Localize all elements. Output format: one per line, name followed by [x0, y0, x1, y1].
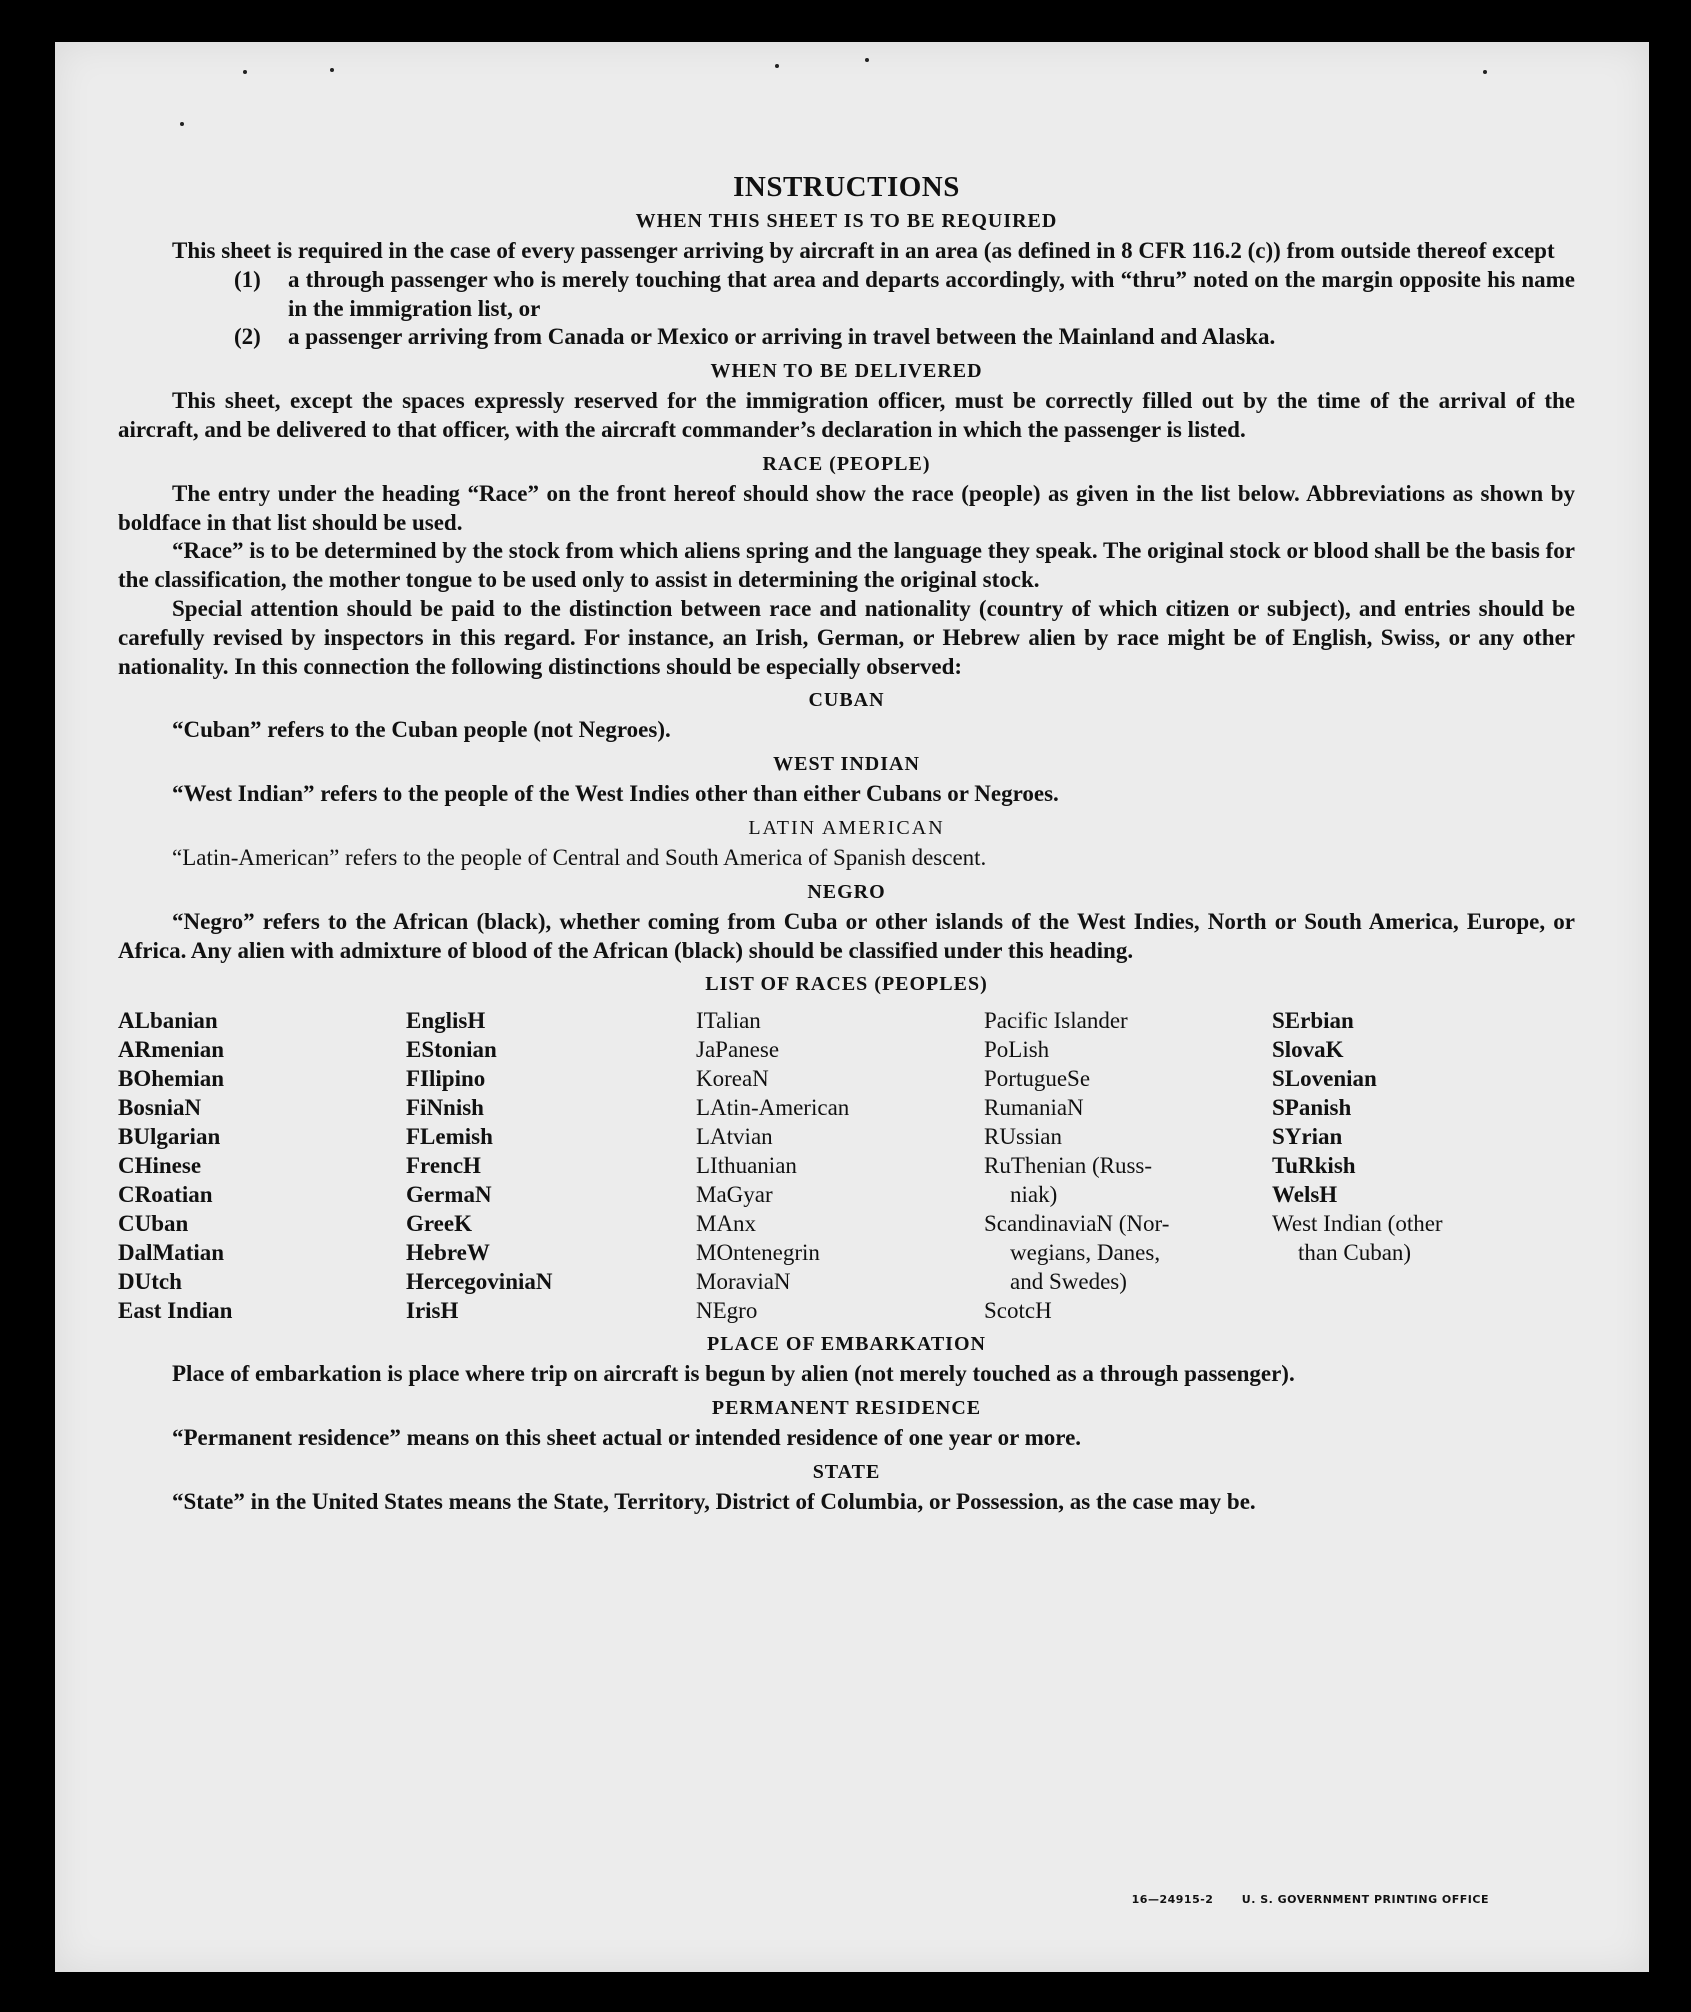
- heading-embarkation: PLACE OF EMBARKATION: [707, 1333, 986, 1356]
- race-entry: ScandinaviaN (Nor-: [984, 1211, 1170, 1237]
- race-entry: Pacific Islander: [984, 1008, 1128, 1034]
- race-entry-continuation: wegians, Danes,: [1010, 1240, 1161, 1266]
- race-entry: MOntenegrin: [696, 1240, 820, 1266]
- races-column: [1272, 1006, 1532, 1325]
- heading-state: STATE: [812, 1460, 881, 1483]
- race-entry: ALbanian: [118, 1008, 218, 1034]
- races-column: [118, 1006, 406, 1325]
- race-entry-continuation: than Cuban): [1298, 1240, 1412, 1266]
- race-entry: ARmenian: [118, 1037, 225, 1063]
- negro-text: “Negro” refers to the African (black), whether coming from Cuba or other islands of the West Indies, North or South America, Europe, or Africa. Any alien with admixture of blood of the African (black) should be classified under this heading.: [118, 908, 1575, 963]
- race-entry: ScotcH: [984, 1298, 1052, 1324]
- printer-imprint: [1108, 1893, 1489, 1906]
- race-entry: LAtin-American: [696, 1095, 850, 1121]
- speck: [1483, 70, 1487, 74]
- exception-list: [236, 266, 1575, 352]
- race-entry: HercegoviniaN: [406, 1269, 553, 1295]
- race-entry: MAnx: [696, 1211, 757, 1237]
- race-entry: CRoatian: [118, 1182, 213, 1208]
- race-entry: FIlipino: [406, 1066, 486, 1092]
- printer-name: U. S. GOVERNMENT PRINTING OFFICE: [1241, 1893, 1489, 1906]
- race-entry: CHinese: [118, 1153, 202, 1179]
- races-column: [696, 1006, 984, 1325]
- race-entry: LAtvian: [696, 1124, 773, 1150]
- heading-cuban: CUBAN: [808, 689, 885, 712]
- race-entry: BosniaN: [118, 1095, 202, 1121]
- heading-negro: NEGRO: [807, 880, 886, 903]
- race-entry: FrencH: [406, 1153, 481, 1179]
- residence-text: “Permanent residence” means on this sheet actual or intended residence of one year or more.: [172, 1425, 1082, 1451]
- race-entry: RumaniaN: [984, 1095, 1084, 1121]
- races-column: [406, 1006, 696, 1325]
- state-text: “State” in the United States means the State, Territory, District of Columbia, or Possession, as the case may be.: [172, 1488, 1256, 1514]
- race-entry: MaGyar: [696, 1182, 773, 1208]
- heading-when-required: WHEN THIS SHEET IS TO BE REQUIRED: [635, 210, 1058, 232]
- when-delivered-text: This sheet, except the spaces expressly reserved for the immigration officer, must be correctly filled out by the time of the arrival of the aircraft, and be delivered to that officer, with the aircraft commander’s declaration in which the passenger is listed.: [118, 388, 1575, 442]
- latin-american-text: “Latin-American” refers to the people of Central and South America of Spanish descent.: [172, 844, 987, 870]
- race-entry: DalMatian: [118, 1240, 225, 1266]
- race-entry: JaPanese: [696, 1037, 780, 1063]
- speck: [330, 68, 334, 72]
- race-entry: MoraviaN: [696, 1269, 791, 1295]
- heading-west-indian: WEST INDIAN: [773, 753, 920, 776]
- document-sheet: [55, 42, 1649, 1972]
- race-entry: PortugueSe: [984, 1066, 1091, 1092]
- heading-latin-american: LATIN AMERICAN: [748, 816, 945, 839]
- west-indian-text: “West Indian” refers to the people of the West Indies other than either Cubans or Negroes.: [172, 781, 1059, 807]
- race-entry: CUban: [118, 1211, 189, 1237]
- race-entry: SYrian: [1272, 1124, 1343, 1150]
- race-entry: HebreW: [406, 1240, 490, 1266]
- race-entry: SErbian: [1272, 1008, 1354, 1034]
- race-entry: PoLish: [984, 1037, 1050, 1063]
- race-entry: KoreaN: [696, 1066, 769, 1092]
- race-entry: FLemish: [406, 1124, 493, 1150]
- race-paragraph: The entry under the heading “Race” on the front hereof should show the race (people) as given in the list below. Abbreviations as shown by boldface in that list should be used.: [118, 480, 1575, 535]
- heading-permanent-residence: PERMANENT RESIDENCE: [711, 1397, 982, 1420]
- race-entry: ITalian: [696, 1008, 761, 1034]
- race-paragraph: “Race” is to be determined by the stock from which aliens spring and the language they speak. The original stock or blood shall be the basis for the classification, the mother tongue to be used only to assist in determining the original stock.: [118, 538, 1575, 593]
- races-table: [118, 1006, 1575, 1325]
- speck: [180, 122, 184, 126]
- races-column: [984, 1006, 1272, 1325]
- speck: [775, 64, 779, 68]
- race-entry: West Indian (other: [1272, 1211, 1443, 1237]
- when-required-intro: This sheet is required in the case of every passenger arriving by aircraft in an area (as defined in 8 CFR 116.2 (c)) from outside thereof except: [172, 238, 1555, 263]
- speck: [243, 70, 247, 74]
- embarkation-text: Place of embarkation is place where trip on aircraft is begun by alien (not merely touched as a through passenger).: [172, 1361, 1295, 1387]
- race-entry: GreeK: [406, 1211, 472, 1237]
- race-entry-continuation: and Swedes): [1010, 1269, 1127, 1295]
- race-entry: EnglisH: [406, 1008, 486, 1034]
- heading-race: RACE (PEOPLE): [762, 452, 931, 475]
- heading-when-delivered: WHEN TO BE DELIVERED: [710, 360, 983, 383]
- race-entry: RuThenian (Russ-: [984, 1153, 1153, 1179]
- race-entry: BUlgarian: [118, 1124, 221, 1150]
- race-entry: NEgro: [696, 1298, 758, 1324]
- form-code: 16—24915-2: [1131, 1893, 1214, 1906]
- race-entry: LIthuanian: [696, 1153, 797, 1179]
- race-paragraph: Special attention should be paid to the distinction between race and nationality (country of which citizen or subject), and entries should be carefully revised by inspectors in this regard. For instance, an Irish, German, or Hebrew alien by race might be of English, Swiss, or any other nationality. In this connection the following distinctions should be especially observed:: [118, 595, 1575, 679]
- race-entry: SLovenian: [1272, 1066, 1377, 1092]
- race-entry: WelsH: [1272, 1182, 1338, 1208]
- speck: [865, 58, 869, 62]
- race-entry: EStonian: [406, 1037, 497, 1063]
- heading-list-of-races: LIST OF RACES (PEOPLES): [705, 973, 988, 996]
- exception-item: (1) a through passenger who is merely touching that area and departs accordingly, with “thru” noted on the margin opposite his name in the immigration list, or: [234, 266, 1575, 321]
- race-entry: TuRkish: [1272, 1153, 1356, 1179]
- race-entry: FiNnish: [406, 1095, 484, 1121]
- race-entry: GermaN: [406, 1182, 492, 1208]
- instructions-content: [118, 171, 1575, 1517]
- race-entry: DUtch: [118, 1269, 182, 1295]
- race-entry: IrisH: [406, 1298, 459, 1324]
- race-entry: BOhemian: [118, 1066, 225, 1092]
- race-entry: SPanish: [1272, 1095, 1352, 1121]
- cuban-text: “Cuban” refers to the Cuban people (not Negroes).: [172, 717, 671, 743]
- exception-item: (2) a passenger arriving from Canada or Mexico or arriving in travel between the Mainland and Alaska.: [234, 324, 1276, 350]
- race-entry: East Indian: [118, 1298, 233, 1324]
- race-entry: SlovaK: [1272, 1037, 1344, 1063]
- page-title: INSTRUCTIONS: [733, 171, 960, 203]
- race-entry-continuation: niak): [1010, 1182, 1058, 1208]
- race-entry: RUssian: [984, 1124, 1062, 1150]
